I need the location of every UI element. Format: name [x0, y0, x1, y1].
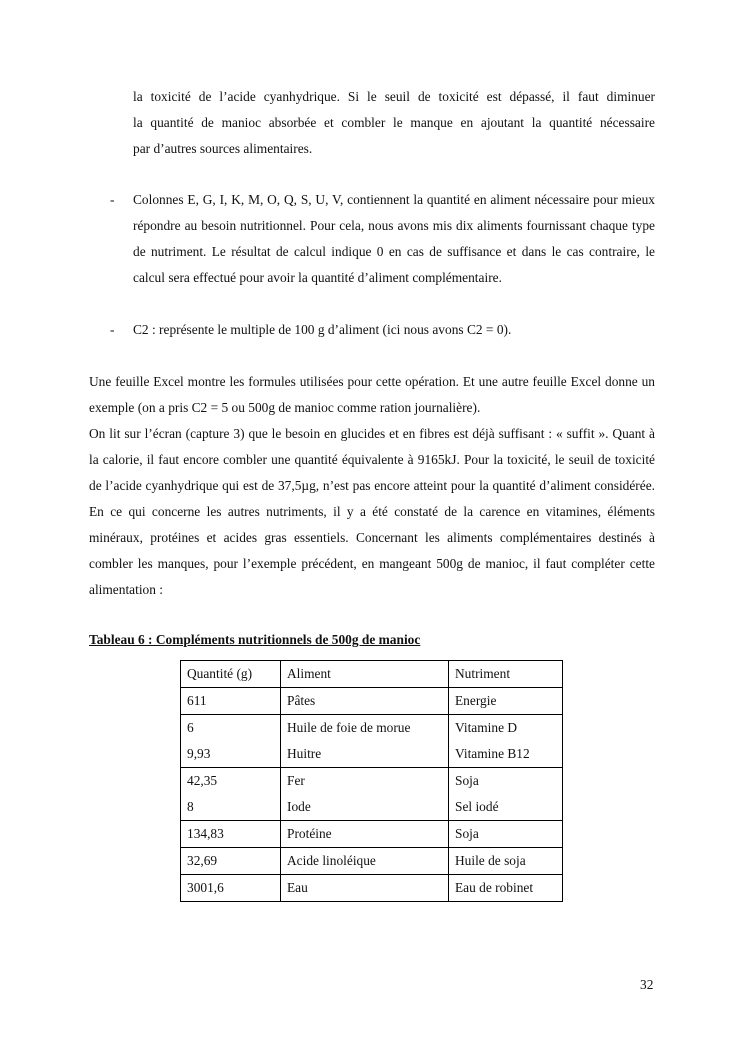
cell-food: [281, 875, 449, 902]
table-row: [181, 715, 563, 768]
cell-value: Energie: [455, 693, 497, 708]
bullet-text: C2 : représente le multiple de 100 g d’aliment (ici nous avons C2 = 0).: [133, 322, 512, 337]
cell-value: 42,35: [187, 773, 218, 788]
table-row: [181, 848, 563, 875]
cell-value: 6: [187, 720, 194, 735]
cell-quantity: [181, 875, 281, 902]
table-header-row: [181, 661, 563, 688]
cell-value: Soja: [455, 826, 479, 841]
cell-value: 611: [187, 693, 207, 708]
cell-food: [281, 848, 449, 875]
cell-value: 3001,6: [187, 880, 224, 895]
cell-value: Protéine: [287, 826, 332, 841]
table-row: [181, 688, 563, 715]
cell-nutrient: [449, 821, 563, 848]
bullet-dash: -: [110, 322, 115, 337]
table-title: Tableau 6 : Compléments nutritionnels de 500g de manioc: [89, 632, 421, 647]
page-number: 32: [640, 977, 654, 992]
cell-value: 8: [187, 799, 194, 814]
cell-food: [281, 715, 449, 768]
cell-value: Sel iodé: [455, 799, 499, 814]
cell-food: [281, 768, 449, 821]
text-line: par d’autres sources alimentaires.: [133, 141, 313, 156]
cell-quantity: [181, 848, 281, 875]
header-nutrient: Nutriment: [449, 661, 563, 688]
cell-quantity: [181, 688, 281, 715]
cell-value: Fer: [287, 773, 305, 788]
bullet-dash: -: [110, 192, 115, 207]
bullet-item-c2: [133, 317, 655, 343]
cell-value: Acide linoléique: [287, 853, 376, 868]
cell-value: Eau de robinet: [455, 880, 534, 895]
cell-quantity: [181, 768, 281, 821]
cell-nutrient: [449, 715, 563, 768]
continuation-paragraph: [133, 84, 655, 162]
cell-value: Pâtes: [287, 693, 316, 708]
cell-quantity: [181, 715, 281, 768]
body-paragraph: [89, 369, 655, 603]
cell-value: Soja: [455, 773, 479, 788]
cell-value: Vitamine B12: [455, 746, 530, 761]
cell-nutrient: [449, 848, 563, 875]
cell-value: Vitamine D: [455, 720, 518, 735]
cell-value: 9,93: [187, 746, 211, 761]
cell-value: Huile de foie de morue: [287, 720, 411, 735]
table-row: [181, 821, 563, 848]
paragraph-excel: Une feuille Excel montre les formules utilisées pour cette opération. Et une autre feuille Excel donne un exemple (on a pris C2 = 5 ou 500g de manioc comme ration journalière).: [89, 374, 655, 415]
cell-value: 32,69: [187, 853, 218, 868]
cell-value: Eau: [287, 880, 308, 895]
header-food: Aliment: [281, 661, 449, 688]
bullet-item-columns: [133, 187, 655, 291]
cell-nutrient: [449, 768, 563, 821]
text-line: la quantité de manioc absorbée et combler le manque en ajoutant la quantité nécessaire: [133, 115, 655, 130]
table-row: [181, 768, 563, 821]
table-row: [181, 875, 563, 902]
cell-food: [281, 688, 449, 715]
text-line: la toxicité de l’acide cyanhydrique. Si le seuil de toxicité est dépassé, il faut diminuer: [133, 89, 655, 104]
cell-nutrient: [449, 875, 563, 902]
header-quantity: Quantité (g): [181, 661, 281, 688]
cell-value: 134,83: [187, 826, 224, 841]
cell-quantity: [181, 821, 281, 848]
bullet-text: Colonnes E, G, I, K, M, O, Q, S, U, V, contiennent la quantité en aliment nécessaire pour mieux répondre au besoin nutritionnel. Pour cela, nous avons mis dix aliments fournissant chaque type de nutriment. Le résultat de calcul indique 0 en cas de suffisance et dans le cas contraire, le calcul sera effectué pour avoir la quantité d’aliment complémentaire.: [133, 192, 655, 285]
cell-value: Huitre: [287, 746, 322, 761]
cell-value: Huile de soja: [455, 853, 526, 868]
nutrition-table: [180, 660, 563, 902]
cell-nutrient: [449, 688, 563, 715]
cell-value: Iode: [287, 799, 311, 814]
cell-food: [281, 821, 449, 848]
paragraph-analysis: On lit sur l’écran (capture 3) que le besoin en glucides et en fibres est déjà suffisant : « suffit ». Quant à la calorie, il faut encore combler une quantité équivalente à 9165kJ. Pour la toxicité, le seuil de toxicité de l’acide cyanhydrique qui est de 37,5µg, n’est pas encore atteint pour la quantité d’aliment considérée. En ce qui concerne les autres nutriments, il y a été constaté de la carence en vitamines, éléments minéraux, protéines et acides gras essentiels. Concernant les aliments complémentaires destinés à combler les manques, pour l’exemple précédent, en mangeant 500g de manioc, il faut compléter cette alimentation :: [89, 426, 655, 597]
